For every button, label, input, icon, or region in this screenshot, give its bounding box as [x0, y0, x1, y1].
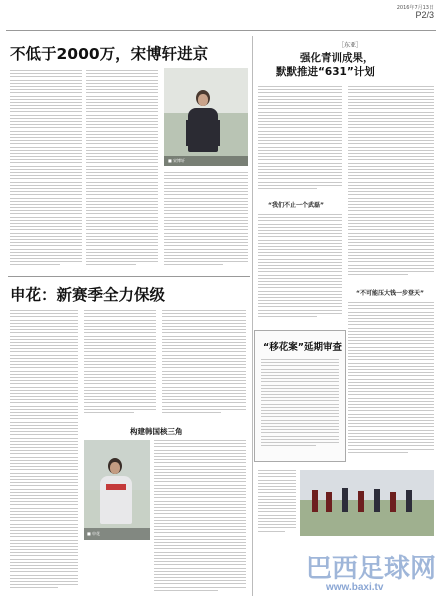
right-column-text-4: [348, 302, 434, 464]
middle-block-headline: 构建韩国核三角: [130, 427, 183, 436]
page-header: [0, 0, 442, 22]
left-story-column-3: [164, 172, 248, 270]
middle-block-column: [154, 440, 246, 600]
right-column-text-2: [348, 86, 434, 286]
quote-box: [254, 330, 346, 462]
second-story-column-1: [10, 310, 78, 600]
right-column-text-5: [258, 470, 296, 536]
column-divider: [252, 36, 253, 596]
header-divider: [6, 30, 436, 31]
left-story-column-1: [10, 70, 82, 270]
team-photo: [300, 470, 434, 536]
right-column-text-3: [258, 214, 342, 326]
player-photo-bottom: [84, 440, 150, 540]
right-column-text-1: [258, 86, 342, 196]
second-story-column-2: [84, 310, 156, 420]
second-story-headline: 申花：新赛季全力保级: [10, 286, 166, 304]
date-line: 2016年7月13日: [396, 5, 434, 11]
watermark-logo: 巴西足球网: [306, 553, 437, 583]
photo-caption-bottom: ■ 申花: [87, 531, 101, 536]
section-tag: ［东亚］: [338, 42, 363, 49]
quote-box-headline: “移花案”延期审查: [263, 342, 342, 353]
photo-caption-top: ■ 宋博轩: [168, 158, 186, 163]
right-subhead-1: “我们不止一个武磊”: [268, 202, 324, 209]
left-story-headline: 不低于2000万，宋博轩进京: [10, 45, 209, 63]
watermark-url: www.baxi.tv: [326, 582, 384, 593]
quote-box-text: [261, 359, 339, 455]
second-story-column-3: [162, 310, 246, 420]
section-divider-left: [8, 276, 250, 277]
right-headline-line1: 强化青训成果，: [300, 52, 374, 64]
right-headline-line2: 默默推进“631”计划: [276, 66, 375, 78]
left-story-column-2: [86, 70, 158, 270]
right-subhead-2: “不可能压大钱一步登天”: [356, 290, 424, 297]
player-photo-top: [164, 68, 248, 166]
page-number: P2/3: [415, 10, 434, 20]
